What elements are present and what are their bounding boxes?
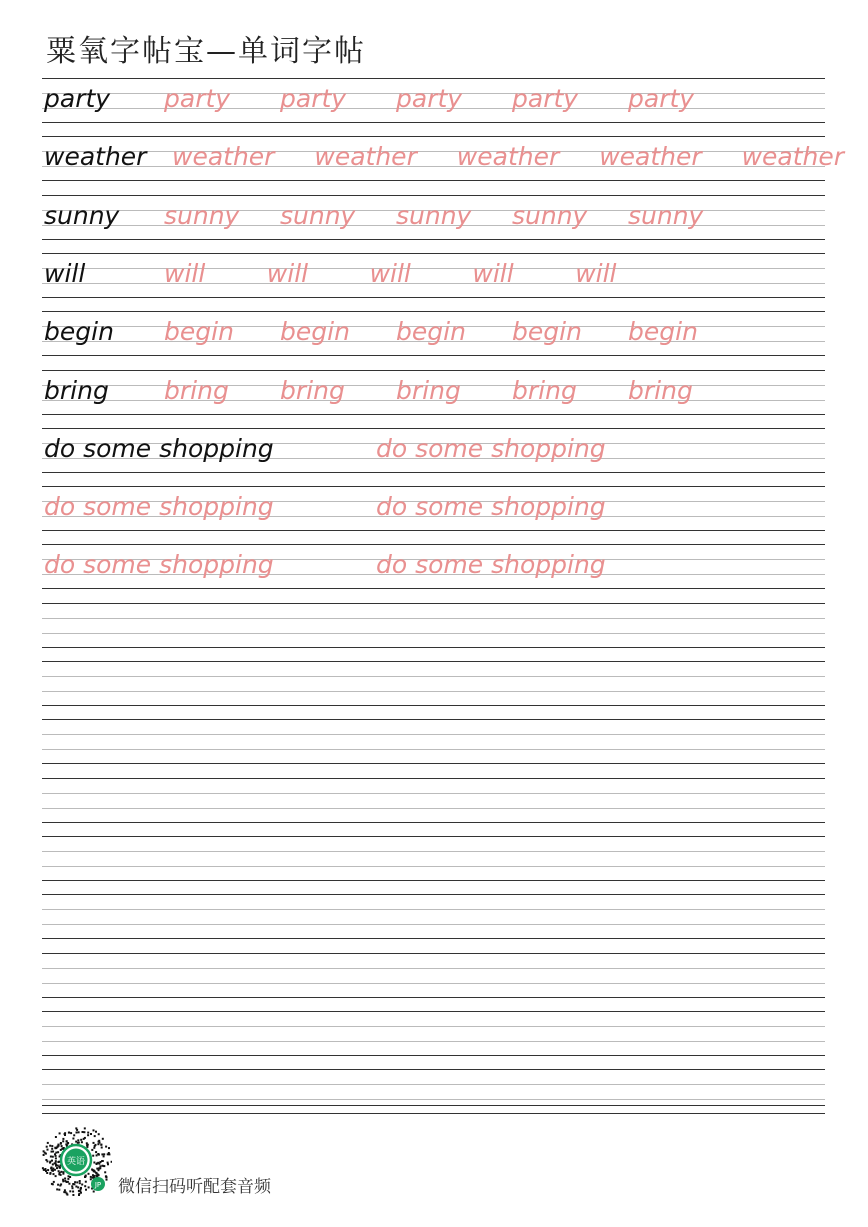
guide-line-base <box>42 283 825 284</box>
guide-line-top <box>42 78 825 79</box>
qr-dot <box>59 1167 61 1169</box>
guide-line-base <box>42 691 825 692</box>
qr-dot <box>94 1145 96 1147</box>
guide-line-bottom <box>42 530 825 531</box>
qr-dot <box>98 1141 100 1143</box>
qr-dot <box>92 1155 94 1157</box>
qr-dot <box>57 1161 59 1163</box>
qr-dot <box>97 1153 99 1155</box>
trace-word: sunny <box>396 200 472 230</box>
model-word: party <box>44 84 111 113</box>
qr-dot <box>96 1162 98 1164</box>
trace-word: begin <box>512 317 582 347</box>
qr-dot <box>70 1132 72 1134</box>
qr-dot <box>78 1131 80 1133</box>
qr-dot <box>66 1194 68 1196</box>
qr-dot <box>58 1170 60 1172</box>
qr-dot <box>67 1178 69 1180</box>
trace-word: party <box>280 84 347 113</box>
qr-dot <box>87 1132 89 1134</box>
guide-line-bottom <box>42 647 825 648</box>
qr-dot <box>55 1155 57 1157</box>
qr-dot <box>68 1132 70 1134</box>
trace-word: will <box>164 258 206 288</box>
guide-line-base <box>42 1041 825 1042</box>
trace-word: begin <box>628 317 698 347</box>
guide-line-top <box>42 486 825 487</box>
page-title: 粟氧字帖宝—单词字帖 <box>46 34 366 69</box>
qr-dot <box>63 1191 65 1193</box>
qr-dot <box>57 1144 59 1146</box>
qr-dot <box>60 1142 62 1144</box>
qr-dot <box>67 1142 69 1144</box>
qr-dot <box>108 1153 110 1155</box>
guide-line-bottom <box>42 472 825 473</box>
trace-word: bring <box>512 375 577 405</box>
qr-dot <box>58 1189 60 1191</box>
qr-dot <box>105 1175 107 1177</box>
qr-dot <box>61 1148 63 1150</box>
trace-word: sunny <box>164 200 240 230</box>
qr-dot <box>99 1165 101 1167</box>
qr-dot <box>92 1177 94 1179</box>
qr-dot <box>96 1168 98 1170</box>
guide-line-mid <box>42 909 825 910</box>
guide-line-mid <box>42 793 825 794</box>
qr-dot <box>64 1180 66 1182</box>
qr-dot <box>82 1131 84 1133</box>
trace-word: sunny <box>628 200 704 230</box>
qr-dot <box>107 1162 109 1164</box>
guide-line-top <box>42 195 825 196</box>
qr-dot <box>64 1189 66 1191</box>
qr-dot <box>83 1131 85 1133</box>
qr-dot <box>55 1157 57 1159</box>
qr-dot <box>72 1183 74 1185</box>
guide-line-end <box>42 1105 825 1106</box>
trace-phrase: do some shopping <box>44 492 274 522</box>
guide-line-mid <box>42 1084 825 1085</box>
qr-dot <box>60 1174 62 1176</box>
qr-dot <box>57 1184 59 1186</box>
qr-dot <box>88 1173 90 1175</box>
trace-word: sunny <box>512 200 588 230</box>
guide-line-bottom <box>42 880 825 881</box>
trace-phrase: do some shopping <box>376 433 606 463</box>
qr-dot <box>69 1190 71 1192</box>
qr-dot <box>55 1152 57 1154</box>
guide-line-top <box>42 719 825 720</box>
trace-word: bring <box>628 375 693 405</box>
qr-dot <box>49 1145 51 1147</box>
guide-line-bottom <box>42 938 825 939</box>
qr-dot <box>98 1133 100 1135</box>
guide-line-top <box>42 136 825 137</box>
qr-dot <box>71 1185 73 1187</box>
model-word: begin <box>44 317 114 347</box>
qr-dot <box>94 1135 96 1137</box>
guide-line-bottom <box>42 414 825 415</box>
trace-word: begin <box>164 317 234 347</box>
qr-badge-label: 英语 <box>66 1157 86 1167</box>
qr-dot <box>111 1161 112 1163</box>
qr-dot <box>49 1173 51 1175</box>
qr-dot <box>93 1147 95 1149</box>
trace-phrase: do some shopping <box>44 550 274 580</box>
guide-line-top <box>42 1011 825 1012</box>
qr-dot <box>56 1188 58 1190</box>
qr-dot <box>105 1146 107 1148</box>
qr-dot <box>77 1186 79 1188</box>
guide-line-bottom <box>42 997 825 998</box>
guide-line-bottom <box>42 763 825 764</box>
qr-dot <box>85 1189 87 1191</box>
qr-dot <box>51 1145 53 1147</box>
guide-line-top <box>42 253 825 254</box>
guide-line-bottom <box>42 1055 825 1056</box>
qr-dot <box>95 1131 97 1133</box>
guide-line-bottom <box>42 297 825 298</box>
qr-dot <box>77 1139 79 1141</box>
qr-dot <box>87 1134 89 1136</box>
qr-dot <box>101 1153 103 1155</box>
qr-dot <box>54 1169 56 1171</box>
qr-dot <box>103 1153 105 1155</box>
qr-dot <box>80 1139 82 1141</box>
qr-dot <box>85 1181 87 1183</box>
qr-dot <box>90 1133 92 1135</box>
model-word: will <box>44 258 86 288</box>
trace-phrase: do some shopping <box>376 492 606 522</box>
trace-word: weather <box>456 142 560 172</box>
qr-dot <box>104 1171 106 1173</box>
qr-dot <box>102 1138 104 1140</box>
qr-dot <box>81 1184 83 1186</box>
qr-dot <box>93 1170 95 1172</box>
trace-word: party <box>628 84 695 113</box>
trace-word: will <box>575 258 617 288</box>
guide-line-base <box>42 633 825 634</box>
trace-word: will <box>369 258 411 288</box>
trace-word: weather <box>599 142 702 172</box>
trace-word: bring <box>164 375 229 405</box>
qr-dot <box>106 1179 108 1181</box>
qr-dot <box>78 1142 80 1144</box>
qr-dot <box>74 1181 76 1183</box>
qr-dot <box>78 1194 80 1196</box>
guide-line-base <box>42 166 825 167</box>
qr-dot <box>47 1149 49 1151</box>
model-word: sunny <box>44 200 120 230</box>
qr-dot <box>46 1172 48 1174</box>
qr-dot <box>79 1180 81 1182</box>
guide-line-top <box>42 894 825 895</box>
qr-dot <box>55 1160 57 1162</box>
qr-dot <box>52 1156 54 1158</box>
qr-dot <box>68 1183 70 1185</box>
trace-word: bring <box>396 375 461 405</box>
guide-line-base <box>42 808 825 809</box>
model-phrase: do some shopping <box>44 433 274 463</box>
scan-caption: 微信扫码听配套音频 <box>118 1177 271 1197</box>
guide-line-bottom <box>42 705 825 706</box>
trace-word: bring <box>280 375 345 405</box>
qr-dot <box>107 1153 109 1155</box>
qr-dot <box>72 1138 74 1140</box>
qr-dot <box>57 1151 59 1153</box>
trace-word: party <box>512 84 579 113</box>
qr-dot <box>61 1145 63 1147</box>
guide-line-top <box>42 603 825 604</box>
qr-dot <box>90 1178 92 1180</box>
qr-dot <box>64 1178 66 1180</box>
trace-phrase: do some shopping <box>376 550 606 580</box>
qr-dot <box>53 1173 55 1175</box>
guide-line-bottom <box>42 122 825 123</box>
guide-line-base <box>42 866 825 867</box>
qr-dot <box>64 1133 66 1135</box>
guide-line-bottom <box>42 588 825 589</box>
trace-word: party <box>396 84 463 113</box>
qr-dot <box>62 1173 64 1175</box>
guide-line-base <box>42 924 825 925</box>
qr-dot <box>42 1167 44 1169</box>
qr-dot <box>91 1149 93 1151</box>
qr-dot <box>72 1191 74 1193</box>
guide-line-base <box>42 983 825 984</box>
guide-line-mid <box>42 734 825 735</box>
qr-dot <box>93 1142 95 1144</box>
qr-dot <box>95 1151 97 1153</box>
qr-dot <box>51 1169 53 1171</box>
qr-dot <box>59 1132 61 1134</box>
qr-dot <box>103 1165 105 1167</box>
qr-dot <box>98 1174 100 1176</box>
trace-word: sunny <box>280 200 356 230</box>
qr-dot <box>93 1129 95 1131</box>
guide-line-top <box>42 428 825 429</box>
qr-dot <box>93 1191 95 1193</box>
qr-dot <box>101 1160 103 1162</box>
qr-dot <box>54 1162 56 1164</box>
guide-line-top <box>42 544 825 545</box>
guide-line-top <box>42 311 825 312</box>
qr-dot <box>88 1186 90 1188</box>
qr-dot <box>51 1151 53 1153</box>
qr-dot <box>100 1144 102 1146</box>
qr-dot <box>49 1161 51 1163</box>
qr-dot <box>55 1175 57 1177</box>
qr-dot <box>51 1167 53 1169</box>
trace-word: weather <box>314 142 417 172</box>
qr-dot <box>90 1176 92 1178</box>
guide-line-mid <box>42 151 825 152</box>
qr-dot <box>44 1168 46 1170</box>
qr-dot <box>93 1162 95 1164</box>
qr-dot <box>65 1143 67 1145</box>
qr-dot <box>107 1163 109 1165</box>
qr-dot <box>76 1132 78 1134</box>
qr-dot <box>101 1147 103 1149</box>
qr-dot <box>62 1180 64 1182</box>
qr-dot <box>76 1181 78 1183</box>
qr-corner-label: JP <box>94 1181 102 1189</box>
qr-dot <box>62 1140 64 1142</box>
qr-dot <box>52 1183 54 1185</box>
guide-line-base <box>42 749 825 750</box>
qr-dot <box>55 1136 57 1138</box>
guide-line-top <box>42 661 825 662</box>
qr-dot <box>73 1134 75 1136</box>
guide-line-mid <box>42 968 825 969</box>
guide-line-bottom <box>42 239 825 240</box>
qr-dot <box>62 1138 64 1140</box>
qr-dot <box>60 1171 62 1173</box>
qr-dot <box>86 1142 88 1144</box>
qr-dot <box>45 1170 47 1172</box>
guide-line-top <box>42 836 825 837</box>
model-word: weather <box>44 142 147 172</box>
model-word: bring <box>44 375 109 405</box>
qr-dot <box>45 1159 47 1161</box>
trace-word: will <box>472 258 514 288</box>
trace-word: weather <box>741 142 845 172</box>
qr-dot <box>98 1167 100 1169</box>
guide-line-bottom <box>42 1113 825 1114</box>
qr-dot <box>78 1190 80 1192</box>
qr-dot <box>52 1163 54 1165</box>
qr-dot <box>83 1138 85 1140</box>
qr-dot <box>75 1186 77 1188</box>
qr-dot <box>84 1185 86 1187</box>
qr-dot <box>103 1155 105 1157</box>
qr-dot <box>68 1175 70 1177</box>
qr-dot <box>108 1147 110 1149</box>
qr-dot <box>56 1167 58 1169</box>
qr-dot <box>81 1141 83 1143</box>
trace-word: party <box>164 84 231 113</box>
qr-dot <box>54 1147 56 1149</box>
qr-dot <box>55 1165 57 1167</box>
trace-word: will <box>266 258 309 288</box>
qr-dot <box>59 1185 61 1187</box>
qr-dot <box>79 1182 81 1184</box>
guide-line-top <box>42 1069 825 1070</box>
qr-dot <box>84 1127 86 1129</box>
qr-dot <box>47 1142 49 1144</box>
qr-dot <box>72 1187 74 1189</box>
trace-word: begin <box>280 317 350 347</box>
qr-dot <box>51 1148 53 1150</box>
qr-dot <box>85 1175 87 1177</box>
guide-line-top <box>42 778 825 779</box>
qr-dot <box>53 1181 55 1183</box>
qr-dot <box>96 1154 98 1156</box>
qr-dot <box>47 1169 49 1171</box>
guide-line-top <box>42 953 825 954</box>
qr-dot <box>46 1146 48 1148</box>
trace-word: weather <box>172 142 275 172</box>
qr-dot <box>80 1187 82 1189</box>
trace-word: begin <box>396 317 466 347</box>
guide-line-mid <box>42 851 825 852</box>
guide-line-bottom <box>42 355 825 356</box>
qr-dot <box>43 1154 45 1156</box>
qr-dot <box>75 1127 77 1129</box>
guide-line-base <box>42 1099 825 1100</box>
guide-line-mid <box>42 1026 825 1027</box>
qr-dot <box>72 1194 74 1196</box>
guide-line-bottom <box>42 180 825 181</box>
qr-dot <box>43 1150 45 1152</box>
guide-line-mid <box>42 268 825 269</box>
qr-dot <box>50 1156 52 1158</box>
guide-line-mid <box>42 676 825 677</box>
guide-line-bottom <box>42 822 825 823</box>
footer <box>40 1126 440 1206</box>
qr-dot <box>67 1181 69 1183</box>
practice-sheet <box>42 0 845 1227</box>
qr-dot <box>93 1175 95 1177</box>
guide-line-mid <box>42 618 825 619</box>
qr-dot <box>86 1144 88 1146</box>
guide-line-top <box>42 370 825 371</box>
qr-code-icon <box>40 1126 112 1198</box>
qr-dot <box>66 1140 68 1142</box>
